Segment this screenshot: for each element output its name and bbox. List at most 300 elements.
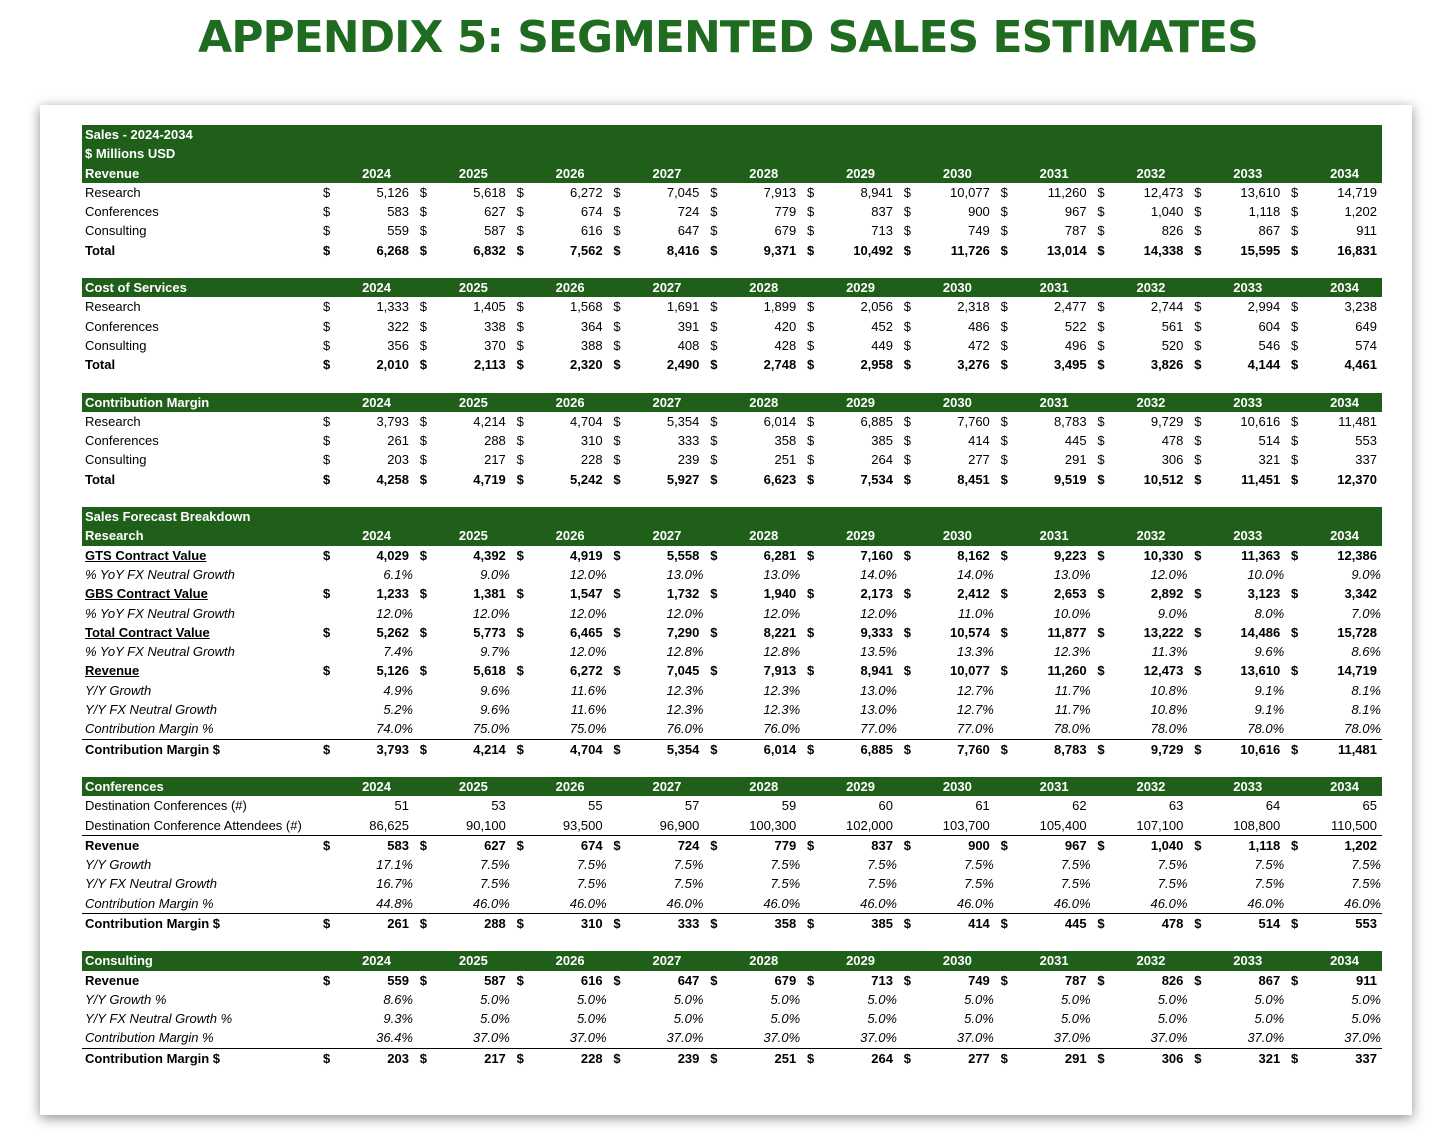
currency-symbol: $ — [1194, 337, 1202, 353]
table-cell: 7.5% — [1254, 857, 1285, 873]
currency-symbol: $ — [710, 242, 718, 258]
table-cell: 5.0% — [1254, 991, 1285, 1007]
table-cell: 53 — [491, 798, 506, 814]
table-row — [82, 971, 1382, 990]
table-row — [82, 431, 1382, 450]
table-cell: 674 — [580, 204, 603, 220]
table-cell: 12.3% — [763, 682, 801, 698]
table-cell: 1,899 — [763, 299, 797, 315]
year-header: 2032 — [1136, 165, 1166, 181]
currency-symbol: $ — [1000, 586, 1008, 602]
table-row — [82, 470, 1382, 489]
year-header: 2031 — [1039, 394, 1069, 410]
row-label: Y/Y FX Neutral Growth % — [85, 1011, 233, 1027]
currency-symbol: $ — [1097, 471, 1105, 487]
table-cell: 277 — [968, 1050, 990, 1066]
currency-symbol: $ — [516, 741, 524, 757]
table-cell: 561 — [1161, 318, 1184, 334]
table-cell: 4,258 — [376, 471, 409, 487]
currency-symbol: $ — [419, 223, 428, 239]
year-header: 2032 — [1136, 778, 1166, 794]
table-row — [82, 719, 1382, 739]
currency-symbol: $ — [903, 413, 912, 429]
table-cell: 7.5% — [867, 857, 897, 873]
section-header-row — [82, 507, 1382, 526]
currency-symbol: $ — [710, 741, 718, 757]
table-row — [82, 297, 1382, 316]
table-cell: 12,473 — [1143, 184, 1184, 200]
table-cell: 239 — [677, 1050, 700, 1066]
year-header: 2024 — [362, 953, 391, 969]
row-label: Contribution Margin $ — [85, 741, 221, 757]
currency-symbol: $ — [807, 223, 815, 239]
row-label: Y/Y Growth — [85, 857, 152, 873]
table-cell: 78.0% — [1053, 721, 1091, 737]
currency-symbol: $ — [419, 204, 428, 220]
table-cell: 110,500 — [1330, 817, 1377, 833]
table-cell: 5.0% — [576, 1011, 607, 1027]
table-cell: 10,077 — [950, 663, 990, 679]
table-cell: 10,616 — [1240, 741, 1281, 757]
table-cell: 2,892 — [1150, 586, 1184, 602]
year-header: 2031 — [1039, 280, 1069, 296]
table-cell: 44.8% — [376, 895, 413, 911]
table-cell: 261 — [387, 915, 409, 931]
currency-symbol: $ — [1291, 357, 1299, 373]
currency-symbol: $ — [710, 299, 718, 315]
table-cell: 239 — [677, 452, 700, 468]
currency-symbol: $ — [1000, 624, 1008, 640]
table-cell: 100,300 — [749, 817, 797, 833]
table-cell: 8.1% — [1351, 682, 1381, 698]
table-cell: 12.3% — [666, 702, 704, 718]
currency-symbol: $ — [1097, 452, 1105, 468]
currency-symbol: $ — [419, 586, 428, 602]
table-cell: 8,221 — [763, 624, 797, 640]
table-cell: 2,958 — [860, 357, 893, 373]
currency-symbol: $ — [613, 204, 621, 220]
table-cell: 5.0% — [576, 991, 607, 1007]
table-cell: 6,832 — [473, 242, 506, 258]
currency-symbol: $ — [807, 972, 815, 988]
year-header: 2034 — [1330, 394, 1359, 410]
table-cell: 2,173 — [860, 586, 893, 602]
currency-symbol: $ — [903, 663, 912, 679]
currency-symbol: $ — [710, 663, 718, 679]
row-label: Revenue — [85, 837, 140, 853]
table-cell: 967 — [1064, 204, 1087, 220]
table-cell: 9,519 — [1054, 471, 1087, 487]
table-cell: 11.6% — [570, 702, 607, 718]
table-cell: 64 — [1265, 798, 1281, 814]
table-cell: 5,262 — [376, 624, 409, 640]
table-cell: 3,495 — [1054, 357, 1087, 373]
year-header: 2024 — [362, 394, 391, 410]
currency-symbol: $ — [1194, 413, 1202, 429]
currency-symbol: $ — [516, 184, 524, 200]
currency-symbol: $ — [323, 413, 331, 429]
table-cell: 4.9% — [383, 682, 413, 698]
currency-symbol: $ — [516, 299, 524, 315]
table-cell: 37.0% — [860, 1030, 897, 1046]
table-cell: 306 — [1161, 1050, 1184, 1066]
currency-symbol: $ — [710, 184, 718, 200]
year-header: 2028 — [749, 165, 779, 181]
table-cell: 2,318 — [957, 299, 990, 315]
currency-symbol: $ — [1291, 663, 1299, 679]
currency-symbol: $ — [516, 624, 524, 640]
currency-symbol: $ — [1194, 223, 1202, 239]
table-cell: 46.0% — [763, 895, 801, 911]
currency-symbol: $ — [807, 184, 815, 200]
row-label: Contribution Margin % — [85, 1030, 214, 1046]
table-cell: 12.0% — [569, 566, 607, 582]
table-cell: 452 — [871, 318, 893, 334]
currency-symbol: $ — [1194, 204, 1202, 220]
currency-symbol: $ — [903, 586, 912, 602]
currency-symbol: $ — [323, 915, 331, 931]
currency-symbol: $ — [323, 547, 331, 563]
table-cell: 46.0% — [860, 895, 897, 911]
currency-symbol: $ — [1000, 741, 1008, 757]
year-header: 2031 — [1039, 953, 1069, 969]
table-cell: 12.3% — [1053, 644, 1091, 660]
table-cell: 90,100 — [466, 817, 506, 833]
table-cell: 103,700 — [942, 817, 990, 833]
currency-symbol: $ — [903, 337, 912, 353]
table-cell: 5.0% — [964, 991, 994, 1007]
currency-symbol: $ — [903, 741, 912, 757]
currency-symbol: $ — [1194, 547, 1202, 563]
year-header: 2032 — [1136, 394, 1166, 410]
currency-symbol: $ — [1194, 184, 1202, 200]
year-header: 2027 — [652, 778, 682, 794]
year-header: 2027 — [652, 528, 682, 544]
table-cell: 8,941 — [860, 184, 893, 200]
currency-symbol: $ — [807, 318, 815, 334]
table-cell: 46.0% — [1344, 895, 1381, 911]
table-cell: 77.0% — [860, 721, 897, 737]
currency-symbol: $ — [1194, 586, 1202, 602]
currency-symbol: $ — [1194, 433, 1202, 449]
table-cell: 7,160 — [860, 547, 893, 563]
table-cell: 5.0% — [1157, 991, 1188, 1007]
table-cell: 486 — [968, 318, 990, 334]
table-cell: 587 — [484, 972, 506, 988]
year-header: 2027 — [652, 953, 682, 969]
table-cell: 6,623 — [763, 471, 797, 487]
table-cell: 12.0% — [1150, 566, 1188, 582]
table-cell: 5,618 — [473, 184, 506, 200]
table-cell: 78.0% — [1247, 721, 1285, 737]
year-header: 2027 — [652, 280, 682, 296]
table-cell: 7.5% — [964, 857, 994, 873]
currency-symbol: $ — [710, 586, 718, 602]
table-cell: 12.0% — [763, 605, 801, 621]
table-cell: 75.0% — [472, 721, 510, 737]
year-header: 2033 — [1233, 528, 1263, 544]
table-cell: 11.7% — [1054, 682, 1091, 698]
table-cell: 10.8% — [1150, 682, 1188, 698]
section-gap — [82, 933, 1382, 951]
table-cell: 5.0% — [1254, 1011, 1285, 1027]
year-header: 2030 — [942, 953, 972, 969]
currency-symbol: $ — [807, 586, 815, 602]
section-header-row — [82, 951, 1382, 970]
currency-symbol: $ — [419, 357, 428, 373]
currency-symbol: $ — [710, 433, 718, 449]
year-header: 2028 — [749, 280, 779, 296]
currency-symbol: $ — [1291, 972, 1299, 988]
year-header: 2034 — [1330, 165, 1359, 181]
row-label: Revenue — [85, 972, 140, 988]
table-cell: 9,729 — [1150, 741, 1184, 757]
currency-symbol: $ — [323, 433, 331, 449]
currency-symbol: $ — [419, 242, 428, 258]
table-cell: 16.7% — [376, 876, 413, 892]
table-cell: 10.8% — [1150, 702, 1188, 718]
currency-symbol: $ — [1291, 915, 1299, 931]
currency-symbol: $ — [1097, 337, 1105, 353]
currency-symbol: $ — [1097, 223, 1105, 239]
table-cell: 11,481 — [1337, 741, 1377, 757]
currency-symbol: $ — [1097, 299, 1105, 315]
table-cell: 867 — [1258, 972, 1281, 988]
table-cell: 7.5% — [1254, 876, 1285, 892]
table-cell: 4,214 — [473, 413, 506, 429]
year-header: 2031 — [1039, 778, 1069, 794]
table-cell: 472 — [968, 337, 990, 353]
year-header: 2026 — [555, 528, 585, 544]
currency-symbol: $ — [710, 915, 718, 931]
currency-symbol: $ — [419, 433, 428, 449]
table-row — [82, 623, 1382, 642]
row-label: Revenue — [85, 165, 140, 181]
table-cell: 1,381 — [473, 586, 506, 602]
currency-symbol: $ — [710, 204, 718, 220]
year-header: 2031 — [1039, 165, 1069, 181]
table-cell: 478 — [1161, 433, 1184, 449]
currency-symbol: $ — [323, 972, 331, 988]
currency-symbol: $ — [1097, 184, 1105, 200]
currency-symbol: $ — [710, 223, 718, 239]
row-label: % YoY FX Neutral Growth — [85, 566, 235, 582]
currency-symbol: $ — [613, 624, 621, 640]
table-cell: 93,500 — [562, 817, 603, 833]
table-cell: 2,412 — [957, 586, 990, 602]
table-cell: 2,320 — [570, 357, 603, 373]
currency-symbol: $ — [516, 357, 524, 373]
table-cell: 36.4% — [376, 1030, 413, 1046]
table-cell: 2,653 — [1054, 586, 1087, 602]
currency-symbol: $ — [1194, 837, 1202, 853]
year-header: 2024 — [362, 778, 391, 794]
table-cell: 46.0% — [666, 895, 704, 911]
table-cell: 8.6% — [1351, 644, 1381, 660]
year-header: 2033 — [1233, 778, 1263, 794]
table-cell: 12.7% — [956, 702, 994, 718]
row-label: Contribution Margin % — [85, 721, 214, 737]
row-label: Y/Y Growth — [85, 682, 152, 698]
currency-symbol: $ — [1000, 1050, 1008, 1066]
table-cell: 277 — [968, 452, 990, 468]
table-cell: 12.0% — [569, 644, 607, 660]
table-cell: 3,793 — [376, 413, 409, 429]
currency-symbol: $ — [1194, 471, 1202, 487]
table-cell: 449 — [871, 337, 893, 353]
row-label: Research — [85, 184, 141, 200]
table-cell: 9.6% — [480, 702, 510, 718]
year-header: 2034 — [1330, 778, 1359, 794]
table-cell: 37.0% — [569, 1030, 607, 1046]
year-header: 2034 — [1330, 528, 1359, 544]
currency-symbol: $ — [710, 837, 718, 853]
row-label: % YoY FX Neutral Growth — [85, 644, 235, 660]
currency-symbol: $ — [516, 547, 524, 563]
currency-symbol: $ — [710, 1050, 718, 1066]
table-row — [82, 565, 1382, 584]
table-cell: 9.6% — [480, 682, 510, 698]
table-cell: 37.0% — [763, 1030, 801, 1046]
table-cell: 496 — [1064, 337, 1087, 353]
table-cell: 310 — [580, 915, 603, 931]
table-row — [82, 661, 1382, 680]
year-header: 2031 — [1039, 528, 1069, 544]
row-label: Total Contract Value — [85, 624, 210, 640]
page-title: APPENDIX 5: SEGMENTED SALES ESTIMATES — [198, 12, 1258, 63]
table-cell: 514 — [1258, 433, 1281, 449]
currency-symbol: $ — [419, 624, 428, 640]
row-label: GBS Contract Value — [85, 586, 208, 602]
table-cell: 574 — [1355, 337, 1377, 353]
currency-symbol: $ — [516, 452, 524, 468]
section-header-row — [82, 393, 1382, 412]
table-cell: 288 — [484, 915, 506, 931]
currency-symbol: $ — [323, 586, 331, 602]
table-cell: 5.0% — [480, 1011, 510, 1027]
currency-symbol: $ — [1291, 318, 1299, 334]
table-cell: 12.0% — [472, 605, 510, 621]
year-header: 2029 — [846, 165, 875, 181]
currency-symbol: $ — [903, 299, 912, 315]
table-cell: 105,400 — [1039, 817, 1087, 833]
table-cell: 8,941 — [860, 663, 893, 679]
table-cell: 679 — [774, 223, 797, 239]
currency-symbol: $ — [1291, 413, 1299, 429]
currency-symbol: $ — [710, 624, 718, 640]
currency-symbol: $ — [1194, 915, 1202, 931]
table-cell: 414 — [968, 915, 990, 931]
currency-symbol: $ — [1097, 741, 1105, 757]
currency-symbol: $ — [903, 204, 912, 220]
row-label: Destination Conference Attendees (#) — [85, 817, 302, 833]
currency-symbol: $ — [1291, 1050, 1299, 1066]
table-cell: 837 — [871, 204, 893, 220]
currency-symbol: $ — [419, 413, 428, 429]
currency-symbol: $ — [613, 223, 621, 239]
currency-symbol: $ — [1291, 837, 1299, 853]
table-cell: 7,760 — [957, 413, 990, 429]
table-cell: 3,238 — [1344, 299, 1377, 315]
table-cell: 46.0% — [1150, 895, 1188, 911]
currency-symbol: $ — [807, 741, 815, 757]
table-cell: 1,940 — [763, 586, 797, 602]
table-cell: 46.0% — [472, 895, 510, 911]
table-cell: 13.3% — [956, 644, 994, 660]
row-label: Total — [85, 242, 116, 258]
table-row — [82, 450, 1382, 469]
table-cell: 2,056 — [860, 299, 893, 315]
section-header-row — [82, 278, 1382, 297]
table-cell: 62 — [1072, 798, 1087, 814]
year-header: 2034 — [1330, 953, 1359, 969]
table-cell: 5.0% — [867, 1011, 897, 1027]
currency-symbol: $ — [710, 471, 718, 487]
table-cell: 967 — [1064, 837, 1087, 853]
currency-symbol: $ — [903, 915, 912, 931]
table-cell: 13,014 — [1046, 242, 1087, 258]
table-cell: 310 — [580, 433, 603, 449]
currency-symbol: $ — [323, 204, 331, 220]
table-cell: 647 — [677, 223, 700, 239]
table-cell: 713 — [871, 223, 893, 239]
table-cell: 5.0% — [1351, 991, 1381, 1007]
table-cell: 14,338 — [1143, 242, 1184, 258]
table-cell: 5.2% — [383, 702, 413, 718]
year-header: 2025 — [458, 394, 488, 410]
table-cell: 59 — [781, 798, 797, 814]
table-cell: 333 — [677, 915, 700, 931]
year-header: 2032 — [1136, 280, 1166, 296]
section-header-row — [82, 526, 1382, 545]
table-cell: 358 — [774, 915, 797, 931]
table-cell: 37.0% — [1344, 1030, 1381, 1046]
currency-symbol: $ — [1194, 318, 1202, 334]
table-cell: 5,126 — [376, 184, 409, 200]
table-cell: 5.0% — [1157, 1011, 1188, 1027]
currency-symbol: $ — [613, 452, 621, 468]
table-cell: 1,040 — [1150, 204, 1184, 220]
currency-symbol: $ — [1194, 1050, 1202, 1066]
table-cell: 1,333 — [376, 299, 409, 315]
table-cell: 12.3% — [763, 702, 801, 718]
currency-symbol: $ — [1291, 204, 1299, 220]
table-cell: 358 — [774, 433, 797, 449]
currency-symbol: $ — [613, 299, 621, 315]
currency-symbol: $ — [807, 299, 815, 315]
table-cell: 867 — [1258, 223, 1281, 239]
table-cell: 12,386 — [1337, 547, 1377, 563]
table-cell: 583 — [387, 837, 409, 853]
currency-symbol: $ — [1000, 837, 1008, 853]
row-label: Research — [85, 299, 141, 315]
table-cell: 251 — [774, 452, 797, 468]
currency-symbol: $ — [903, 972, 912, 988]
table-cell: 228 — [580, 1050, 603, 1066]
table-cell: 86,625 — [369, 817, 409, 833]
currency-symbol: $ — [419, 471, 428, 487]
currency-symbol: $ — [710, 318, 718, 334]
table-cell: 3,826 — [1150, 357, 1184, 373]
section-gap — [82, 260, 1382, 278]
year-header: 2026 — [555, 953, 585, 969]
row-label: Cost of Services — [85, 280, 187, 296]
table-cell: 2,490 — [666, 357, 700, 373]
currency-symbol: $ — [419, 663, 428, 679]
table-cell: 11,260 — [1047, 663, 1087, 679]
table-cell: 385 — [871, 433, 893, 449]
table-cell: 414 — [968, 433, 990, 449]
